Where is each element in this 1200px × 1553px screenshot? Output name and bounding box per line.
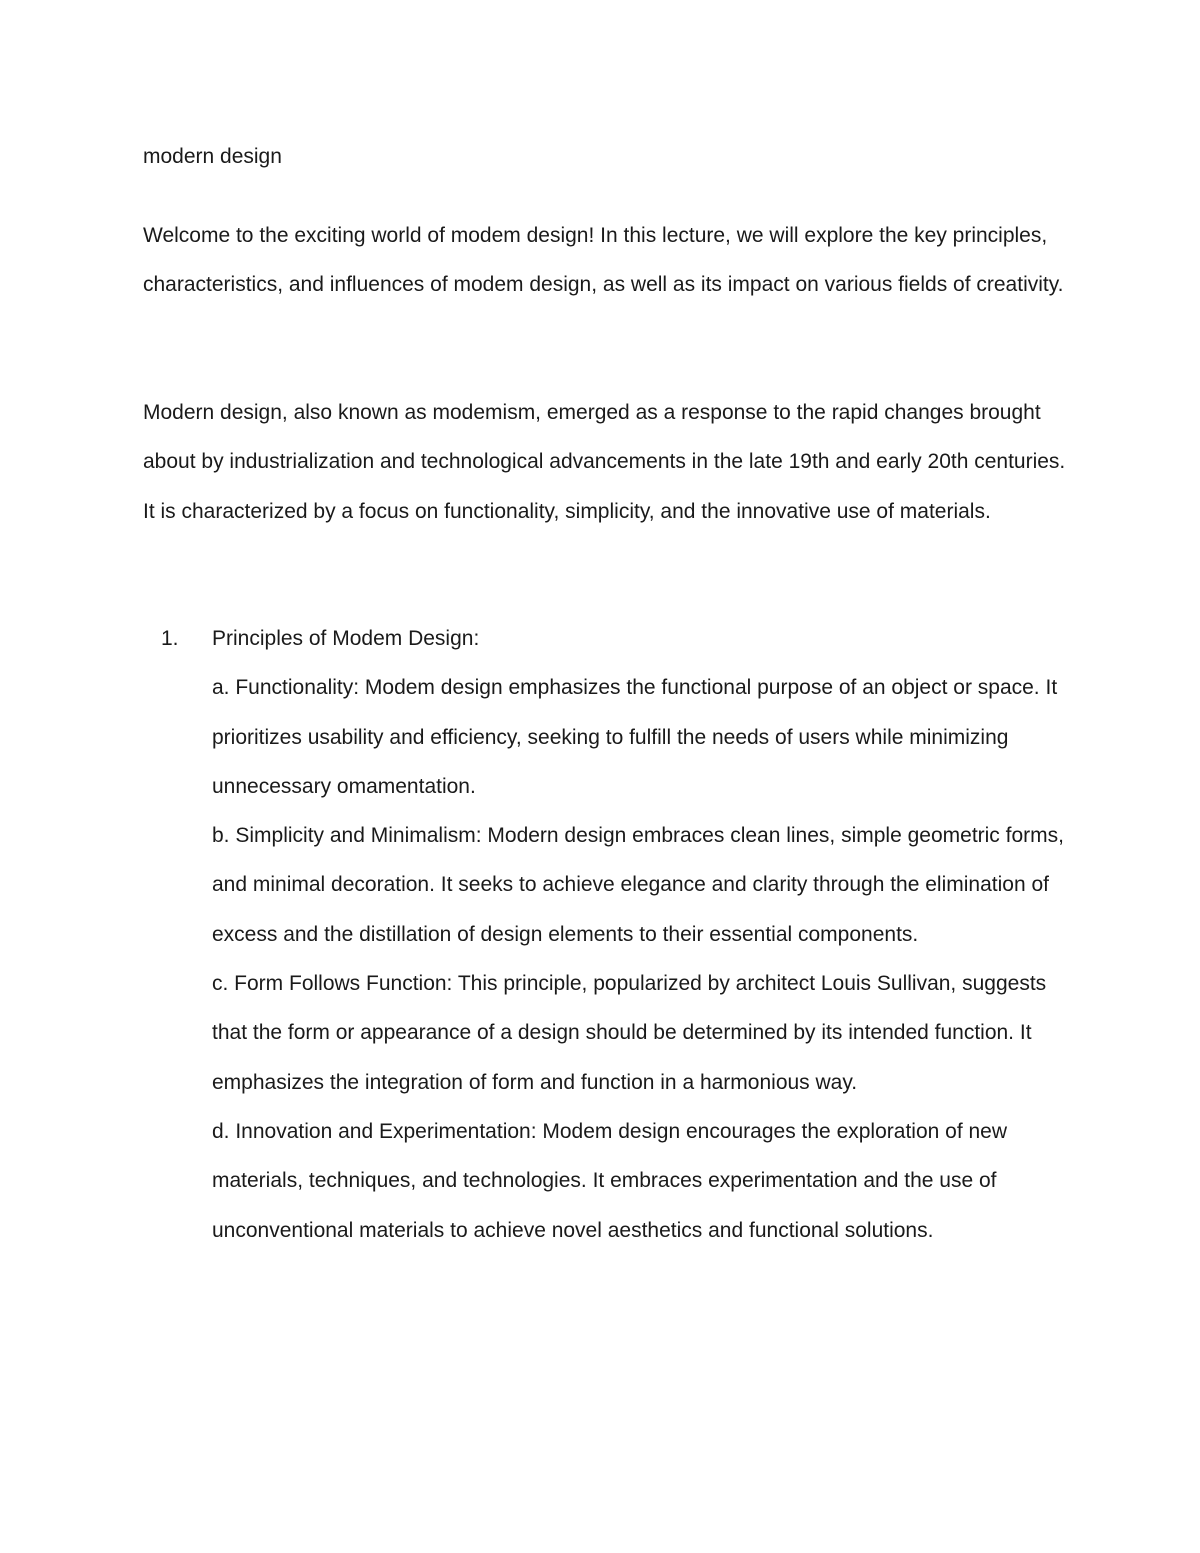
principles-list <box>143 614 1073 1255</box>
list-item-heading: Principles of Modem Design: <box>212 627 480 650</box>
sub-item-functionality: a. Functionality: Modem design emphasizes the functional purpose of an object or space. It prioritizes usability and efficiency, seeking to fulfill the needs of users while minimizing unnecessary omamentation. <box>212 676 1058 798</box>
intro-paragraph: Welcome to the exciting world of modem design! In this lecture, we will explore the key principles, characteristics, and influences of modem design, as well as its impact on various fields of creativity. <box>143 224 1064 297</box>
sub-item-list <box>143 663 1073 1255</box>
sub-item-simplicity: b. Simplicity and Minimalism: Modern design embraces clean lines, simple geometric forms, and minimal decoration. It seeks to achieve elegance and clarity through the elimination of excess and the distillation of design elements to their essential components. <box>212 824 1064 946</box>
document-title: modern design <box>143 145 282 168</box>
modernism-paragraph: Modern design, also known as modemism, emerged as a response to the rapid changes brought about by industrialization and technological advancements in the late 19th and early 20th centuries. It is characterized by a focus on functionality, simplicity, and the innovative use of materials. <box>143 401 1066 523</box>
sub-item-innovation: d. Innovation and Experimentation: Modem design encourages the exploration of new materials, techniques, and technologies. It embraces experimentation and the use of unconventional materials to achieve novel aesthetics and functional solutions. <box>212 1119 1008 1242</box>
sub-item-form-follows-function: c. Form Follows Function: This principle, popularized by architect Louis Sullivan, suggests that the form or appearance of a design should be determined by its intended function. It emphasizes the integration of form and function in a harmonious way. <box>212 972 1047 1094</box>
list-item <box>143 614 1073 1255</box>
list-item-number: 1. <box>161 627 179 650</box>
list-item-heading-row <box>143 614 1073 663</box>
